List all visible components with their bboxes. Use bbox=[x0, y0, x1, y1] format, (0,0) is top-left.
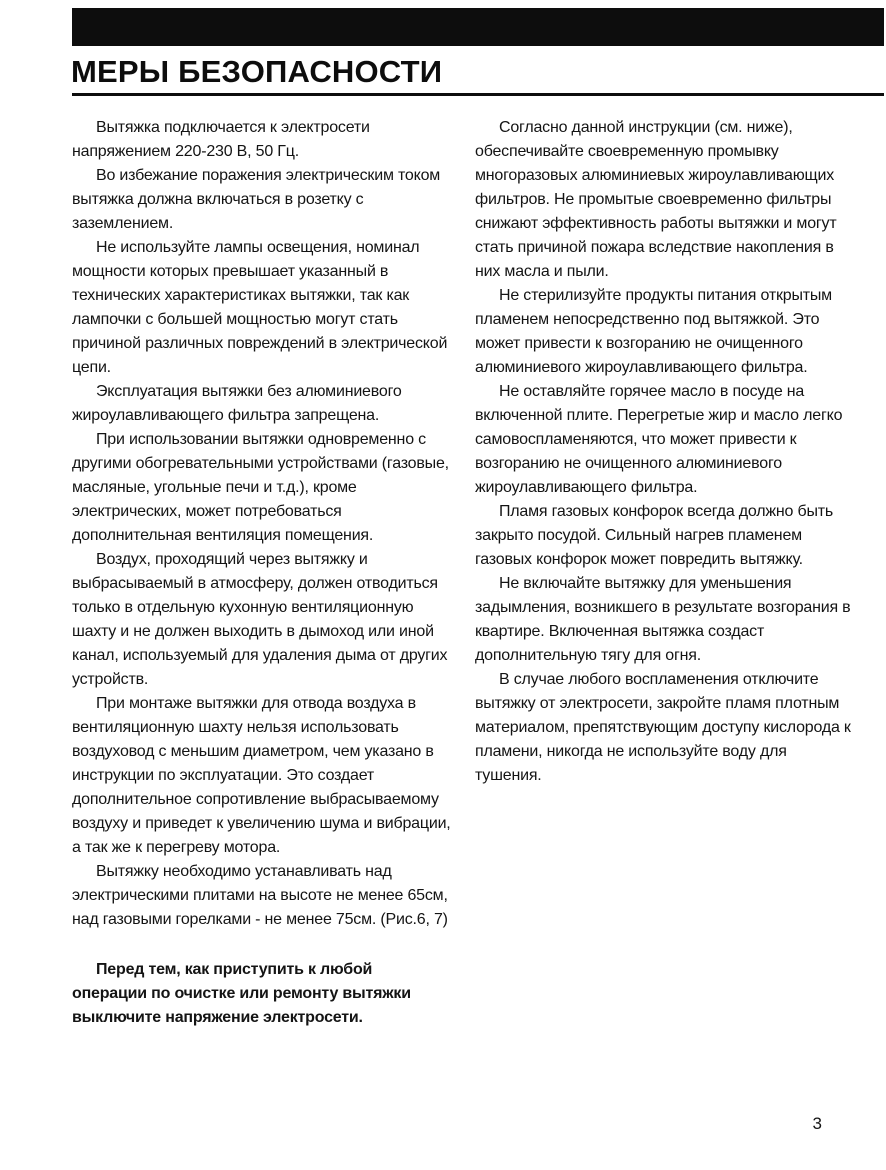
paragraph: При использовании вытяжки одновременно с другими обогревательными устройствами (газовые, масляные, угольные печи и т.д.), кроме электрических, может потребоваться дополнительная вентиляция помещения. bbox=[72, 431, 449, 544]
paragraph: Не оставляйте горячее масло в посуде на включенной плите. Перегретые жир и масло легко самовоспламеняются, что может привести к возгоранию не очищенного алюминиевого жироулавливающего фильтра. bbox=[475, 383, 843, 496]
header-bar bbox=[72, 8, 884, 46]
title-underline bbox=[72, 93, 884, 96]
paragraph: Вытяжка подключается к электросети напряжением 220-230 В, 50 Гц. bbox=[72, 119, 370, 160]
paragraph: Пламя газовых конфорок всегда должно быть закрыто посудой. Сильный нагрев пламенем газовых конфорок может повредить вытяжку. bbox=[475, 503, 834, 568]
left-column bbox=[72, 116, 451, 1030]
right-column bbox=[475, 116, 854, 1030]
paragraph: Вытяжку необходимо устанавливать над электрическими плитами на высоте не менее 65см, над газовыми горелками - не менее 75см. (Рис.6, 7) bbox=[72, 863, 448, 928]
paragraph: При монтаже вытяжки для отвода воздуха в вентиляционную шахту нельзя использовать воздуховод с меньшим диаметром, чем указано в инструкции по эксплуатации. Это создает дополнительное сопротивление выбрасываемому воздуху и приведет к увеличению шума и вибрации, а так же к перегреву мотора. bbox=[72, 695, 451, 856]
paragraph: Не стерилизуйте продукты питания открытым пламенем непосредственно под вытяжкой. Это может привести к возгоранию не очищенного алюминиевого жироулавливающего фильтра. bbox=[475, 287, 832, 376]
warning-note: Перед тем, как приступить к любой операции по очистке или ремонту вытяжки выключите напряжение электросети. bbox=[72, 961, 411, 1026]
body-columns bbox=[72, 116, 854, 1030]
paragraph: Не используйте лампы освещения, номинал мощности которых превышает указанный в технических характеристиках вытяжки, так как лампочки с большей мощностью могут стать причиной различных повреждений в электрической цепи. bbox=[72, 239, 448, 376]
paragraph: Воздух, проходящий через вытяжку и выбрасываемый в атмосферу, должен отводиться только в отдельную кухонную вентиляционную шахту и не должен выходить в дымоход или иной канал, используемый для удаления дыма от других устройств. bbox=[72, 551, 448, 688]
paragraph: Эксплуатация вытяжки без алюминиевого жироулавливающего фильтра запрещена. bbox=[72, 383, 402, 424]
paragraph: В случае любого воспламенения отключите вытяжку от электросети, закройте пламя плотным материалом, препятствующим доступу кислорода к пламени, никогда не используйте воду для тушения. bbox=[475, 671, 851, 784]
paragraph: Согласно данной инструкции (см. ниже), обеспечивайте своевременную промывку многоразовых алюминиевых жироулавливающих фильтров. Не промытые своевременно фильтры снижают эффективность работы вытяжки и могут стать причиной пожара вследствие накопления в них масла и пыли. bbox=[475, 119, 837, 280]
page-title: МЕРЫ БЕЗОПАСНОСТИ bbox=[71, 54, 443, 89]
paragraph: Во избежание поражения электрическим током вытяжка должна включаться в розетку с заземлением. bbox=[72, 167, 441, 232]
page-number: 3 bbox=[812, 1114, 822, 1133]
paragraph: Не включайте вытяжку для уменьшения задымления, возникшего в результате возгорания в квартире. Включенная вытяжка создаст дополнительную тягу для огня. bbox=[475, 575, 851, 664]
